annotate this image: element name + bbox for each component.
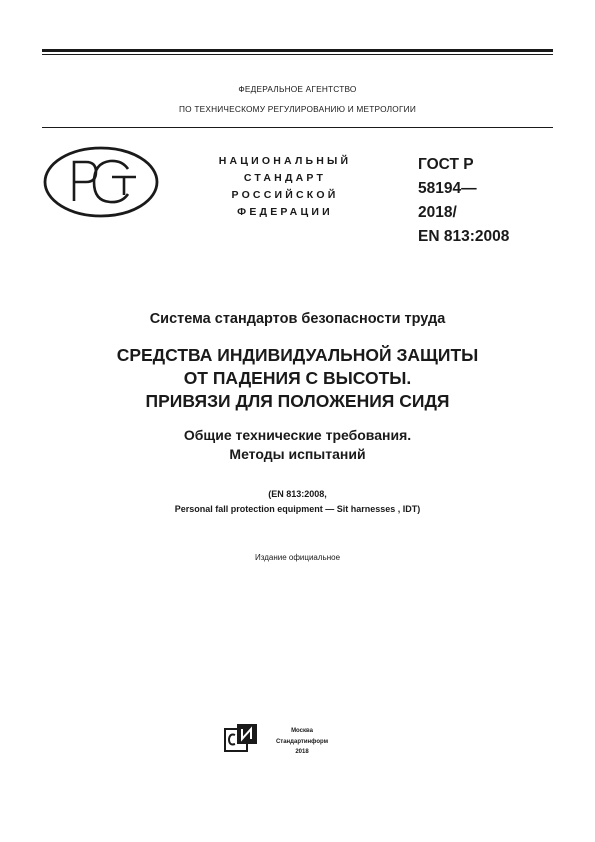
top-rule-thin [42,54,553,55]
rst-certification-mark-icon [42,145,160,219]
series-title: Система стандартов безопасности труда [149,311,446,327]
designation-line: 58194— [418,180,477,197]
original-standard-reference [0,487,595,517]
standard-designation [418,153,509,249]
main-title-line: ПРИВЯЗИ ДЛЯ ПОЛОЖЕНИЯ СИДЯ [145,391,450,411]
top-rule-thick [42,49,553,52]
main-title [0,344,595,413]
designation-line: EN 813:2008 [418,228,510,245]
header-rule [42,127,553,128]
standartinform-logo-icon [224,723,259,753]
national-standard-line: СТАНДАРТ [243,172,327,184]
publisher-city: Москва [291,728,313,734]
designation-line: ГОСТ Р [418,156,474,173]
main-title-line: ОТ ПАДЕНИЯ С ВЫСОТЫ. [183,368,412,388]
national-standard-line: ФЕДЕРАЦИИ [237,206,333,218]
publisher-block [262,726,342,758]
national-standard-line: НАЦИОНАЛЬНЫЙ [218,155,352,167]
agency-line-1: ФЕДЕРАЛЬНОЕ АГЕНТСТВО [238,84,357,94]
edition-note: Издание официальное [254,553,341,562]
original-reference-line: Personal fall protection equipment — Sit harnesses , IDT) [174,504,421,514]
sub-title-line: Методы испытаний [229,446,366,462]
designation-line: 2018/ [418,204,457,221]
original-reference-line: (EN 813:2008, [268,489,327,499]
agency-line-2: ПО ТЕХНИЧЕСКОМУ РЕГУЛИРОВАНИЮ И МЕТРОЛОГИИ [179,104,416,114]
national-standard-line: РОССИЙСКОЙ [231,189,339,201]
main-title-line: СРЕДСТВА ИНДИВИДУАЛЬНОЙ ЗАЩИТЫ [116,345,479,365]
publisher-name: Стандартинформ [275,738,329,745]
national-standard-block [196,153,374,221]
publisher-year: 2018 [295,749,309,755]
sub-title-line: Общие технические требования. [183,427,412,443]
sub-title [0,426,595,464]
